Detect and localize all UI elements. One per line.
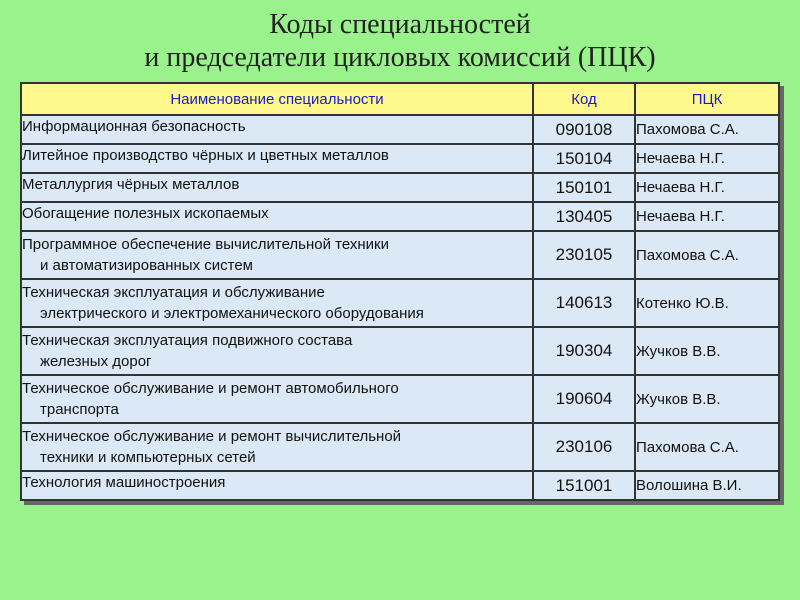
specialties-table — [20, 82, 780, 501]
table-row — [21, 115, 779, 144]
specialty-name: Обогащение полезных ископаемых — [21, 202, 533, 231]
specialty-code: 190604 — [533, 375, 635, 423]
specialty-name: Программное обеспечение вычислительной техники и автоматизированных систем — [21, 231, 533, 279]
commission-chair: Пахомова С.А. — [635, 423, 779, 471]
specialty-name: Информационная безопасность — [21, 115, 533, 144]
table-row — [21, 231, 779, 279]
commission-chair: Нечаева Н.Г. — [635, 202, 779, 231]
commission-chair: Нечаева Н.Г. — [635, 173, 779, 202]
commission-chair: Нечаева Н.Г. — [635, 144, 779, 173]
specialty-code: 190304 — [533, 327, 635, 375]
title-line-1: Коды специальностей — [269, 9, 531, 40]
specialty-code: 151001 — [533, 471, 635, 500]
table-row — [21, 423, 779, 471]
specialty-name: Литейное производство чёрных и цветных металлов — [21, 144, 533, 173]
specialty-name: Металлургия чёрных металлов — [21, 173, 533, 202]
specialty-name: Техническая эксплуатация подвижного состава железных дорог — [21, 327, 533, 375]
table-row — [21, 173, 779, 202]
header-pck: ПЦК — [635, 83, 779, 115]
specialty-code: 150104 — [533, 144, 635, 173]
header-code: Код — [533, 83, 635, 115]
table-row — [21, 144, 779, 173]
specialty-name: Технология машиностроения — [21, 471, 533, 500]
table-row — [21, 202, 779, 231]
commission-chair: Жучков В.В. — [635, 375, 779, 423]
specialty-code: 140613 — [533, 279, 635, 327]
specialty-name: Техническое обслуживание и ремонт вычислительной техники и компьютерных сетей — [21, 423, 533, 471]
table-row — [21, 471, 779, 500]
specialty-code: 130405 — [533, 202, 635, 231]
header-name: Наименование специальности — [21, 83, 533, 115]
commission-chair: Пахомова С.А. — [635, 231, 779, 279]
specialty-code: 230105 — [533, 231, 635, 279]
commission-chair: Пахомова С.А. — [635, 115, 779, 144]
table-row — [21, 375, 779, 423]
commission-chair: Котенко Ю.В. — [635, 279, 779, 327]
table-header-row — [21, 83, 779, 115]
table-row — [21, 279, 779, 327]
title-line-2: и председатели цикловых комиссий (ПЦК) — [144, 42, 656, 73]
specialty-name: Техническая эксплуатация и обслуживание электрического и электромеханического оборудования — [21, 279, 533, 327]
table-row — [21, 327, 779, 375]
specialty-code: 150101 — [533, 173, 635, 202]
page-title — [0, 8, 800, 74]
commission-chair: Волошина В.И. — [635, 471, 779, 500]
specialty-name: Техническое обслуживание и ремонт автомобильного транспорта — [21, 375, 533, 423]
specialty-code: 230106 — [533, 423, 635, 471]
commission-chair: Жучков В.В. — [635, 327, 779, 375]
specialty-code: 090108 — [533, 115, 635, 144]
